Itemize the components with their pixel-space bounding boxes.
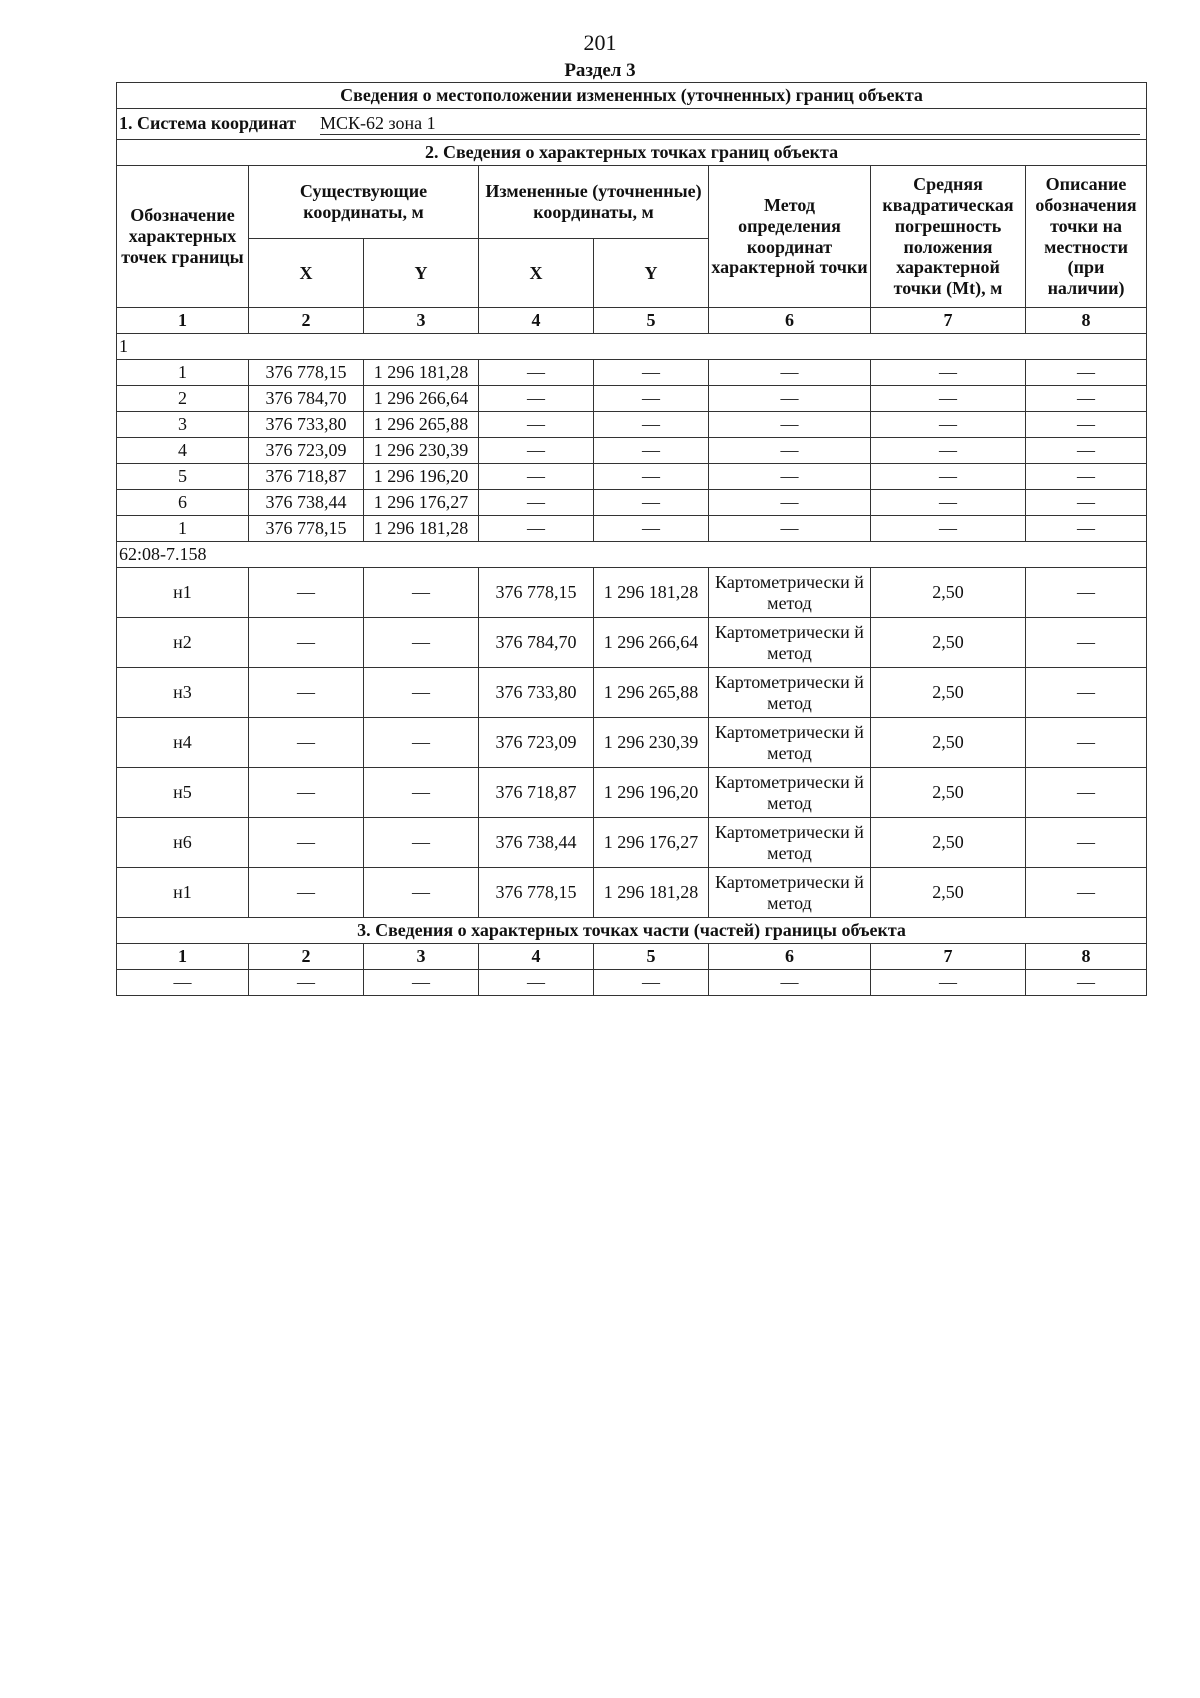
table-cell: 1 [117, 360, 249, 386]
table-cell: — [364, 768, 479, 818]
table-cell: — [364, 868, 479, 918]
table-cell: н5 [117, 768, 249, 818]
table-cell: — [1026, 768, 1147, 818]
table-cell: — [871, 490, 1026, 516]
column-number-4: 4 [479, 308, 594, 334]
table-cell: Картометрически й метод [709, 768, 871, 818]
table-cell: — [479, 412, 594, 438]
parts-cell-2: — [249, 970, 364, 996]
table-cell: 376 723,09 [249, 438, 364, 464]
parts-cell-3: — [364, 970, 479, 996]
table-cell: н2 [117, 618, 249, 668]
table-row [117, 360, 1147, 386]
table-cell: 376 778,15 [479, 568, 594, 618]
table-title: Сведения о местоположении измененных (уточненных) границ объекта [117, 83, 1147, 109]
table-cell: 376 733,80 [249, 412, 364, 438]
table-row [117, 618, 1147, 668]
table-cell: 2,50 [871, 768, 1026, 818]
table-cell: 1 296 181,28 [364, 516, 479, 542]
table-cell: 1 296 265,88 [594, 668, 709, 718]
table-row [117, 412, 1147, 438]
table-cell: — [871, 516, 1026, 542]
table-cell: — [709, 412, 871, 438]
table-cell: 376 733,80 [479, 668, 594, 718]
parts-column-number-8: 8 [1026, 944, 1147, 970]
table-cell: — [594, 464, 709, 490]
table-cell: — [871, 386, 1026, 412]
parts-cell-6: — [709, 970, 871, 996]
table-cell: — [479, 516, 594, 542]
column-number-6: 6 [709, 308, 871, 334]
table-cell: — [709, 386, 871, 412]
table-cell: н4 [117, 718, 249, 768]
table-cell: — [871, 412, 1026, 438]
table-cell: Картометрически й метод [709, 618, 871, 668]
table-cell: — [594, 438, 709, 464]
table-cell: — [871, 360, 1026, 386]
column-number-5: 5 [594, 308, 709, 334]
table-cell: — [871, 438, 1026, 464]
table-cell: 5 [117, 464, 249, 490]
table-cell: — [1026, 438, 1147, 464]
table-cell: — [594, 360, 709, 386]
table-cell: 376 718,87 [479, 768, 594, 818]
parts-cell-7: — [871, 970, 1026, 996]
table-cell: — [364, 818, 479, 868]
table-row [117, 668, 1147, 718]
table-cell: н1 [117, 868, 249, 918]
table-cell: — [1026, 386, 1147, 412]
table-row [117, 768, 1147, 818]
parts-column-numbers-row [117, 944, 1147, 970]
table-cell: — [1026, 668, 1147, 718]
table-cell: 1 296 181,28 [594, 868, 709, 918]
table-cell: — [594, 412, 709, 438]
table-row [117, 718, 1147, 768]
table-cell: 1 296 176,27 [594, 818, 709, 868]
points-title: 2. Сведения о характерных точках границ объекта [117, 140, 1147, 166]
header-method: Метод определения координат характерной точки [709, 166, 871, 308]
table-cell: 1 296 230,39 [594, 718, 709, 768]
table-cell: — [594, 490, 709, 516]
table-cell: 376 723,09 [479, 718, 594, 768]
column-number-8: 8 [1026, 308, 1147, 334]
parts-column-number-4: 4 [479, 944, 594, 970]
coord-system-label: 1. Система координат [119, 113, 296, 134]
page-number: 201 [583, 30, 617, 55]
table-cell: — [594, 386, 709, 412]
table-cell: 2,50 [871, 868, 1026, 918]
header-point-designation: Обозначение характерных точек границы [117, 166, 249, 308]
table-row [117, 438, 1147, 464]
parts-column-number-3: 3 [364, 944, 479, 970]
header-existing-x: X [249, 239, 364, 308]
column-number-7: 7 [871, 308, 1026, 334]
table-cell: — [249, 818, 364, 868]
table-cell: 376 784,70 [249, 386, 364, 412]
parts-column-number-1: 1 [117, 944, 249, 970]
parts-cell-5: — [594, 970, 709, 996]
table-cell: Картометрически й метод [709, 868, 871, 918]
table-cell: 376 738,44 [479, 818, 594, 868]
table-cell: н3 [117, 668, 249, 718]
table-cell: 1 [117, 516, 249, 542]
table-cell: — [364, 618, 479, 668]
table-cell: 376 778,15 [249, 360, 364, 386]
table-cell: — [1026, 412, 1147, 438]
table-cell: — [249, 768, 364, 818]
table-cell: — [709, 438, 871, 464]
table-cell: — [1026, 464, 1147, 490]
table-cell: — [1026, 516, 1147, 542]
table-cell: 1 296 196,20 [364, 464, 479, 490]
parts-data-row [117, 970, 1147, 996]
table-cell: 376 738,44 [249, 490, 364, 516]
table-cell: — [479, 386, 594, 412]
table-cell: н1 [117, 568, 249, 618]
table-cell: Картометрически й метод [709, 568, 871, 618]
table-row [117, 386, 1147, 412]
header-changed-x: X [479, 239, 594, 308]
table-cell: — [364, 668, 479, 718]
table-cell: — [1026, 818, 1147, 868]
coord-system-value: МСК-62 зона 1 [320, 113, 1140, 135]
table-cell: 1 296 196,20 [594, 768, 709, 818]
section-title: Раздел 3 [564, 60, 636, 81]
table-cell: 4 [117, 438, 249, 464]
table-cell: — [479, 360, 594, 386]
header-existing-y: Y [364, 239, 479, 308]
parts-cell-8: — [1026, 970, 1147, 996]
table-cell: — [1026, 360, 1147, 386]
table-cell: 2,50 [871, 718, 1026, 768]
table-cell: — [249, 668, 364, 718]
table-cell: — [1026, 618, 1147, 668]
parts-column-number-6: 6 [709, 944, 871, 970]
table-row [117, 464, 1147, 490]
table-cell: 376 778,15 [479, 868, 594, 918]
parts-column-number-5: 5 [594, 944, 709, 970]
table-cell: 376 784,70 [479, 618, 594, 668]
coord-system-row [117, 109, 1147, 140]
table-cell: 3 [117, 412, 249, 438]
table-cell: — [871, 464, 1026, 490]
table-cell: 1 296 230,39 [364, 438, 479, 464]
header-error: Средняя квадратическая погрешность положения характерной точки (Mt), м [871, 166, 1026, 308]
table-cell: 1 296 266,64 [364, 386, 479, 412]
table-row [117, 818, 1147, 868]
table-cell: — [1026, 868, 1147, 918]
group1-label: 1 [117, 334, 1147, 360]
table-cell: 1 296 181,28 [364, 360, 479, 386]
parts-cell-4: — [479, 970, 594, 996]
header-description: Описание обозначения точки на местности (при наличии) [1026, 166, 1147, 308]
table-cell: — [594, 516, 709, 542]
table-cell: — [709, 490, 871, 516]
table-row [117, 490, 1147, 516]
table-cell: 2,50 [871, 668, 1026, 718]
table-cell: — [1026, 568, 1147, 618]
table-cell: — [249, 568, 364, 618]
table-cell: 376 778,15 [249, 516, 364, 542]
table-cell: — [479, 464, 594, 490]
table-cell: — [1026, 718, 1147, 768]
header-existing-coords: Существующие координаты, м [249, 166, 479, 239]
table-cell: — [479, 438, 594, 464]
table-cell: 2 [117, 386, 249, 412]
table-cell: — [479, 490, 594, 516]
table-row [117, 868, 1147, 918]
table-cell: — [709, 464, 871, 490]
table-cell: 1 296 266,64 [594, 618, 709, 668]
column-number-1: 1 [117, 308, 249, 334]
table-cell: — [364, 718, 479, 768]
table-cell: 2,50 [871, 818, 1026, 868]
table-cell: — [249, 618, 364, 668]
table-cell: н6 [117, 818, 249, 868]
table-cell: Картометрически й метод [709, 718, 871, 768]
table-row [117, 568, 1147, 618]
table-cell: — [1026, 490, 1147, 516]
column-number-2: 2 [249, 308, 364, 334]
table-cell: 2,50 [871, 618, 1026, 668]
table-cell: 376 718,87 [249, 464, 364, 490]
table-cell: 1 296 265,88 [364, 412, 479, 438]
table-cell: 6 [117, 490, 249, 516]
table-cell: 1 296 181,28 [594, 568, 709, 618]
column-numbers-row [117, 308, 1147, 334]
parts-column-number-2: 2 [249, 944, 364, 970]
table-cell: — [709, 516, 871, 542]
group2-label: 62:08-7.158 [117, 542, 1147, 568]
table-cell: — [249, 718, 364, 768]
table-cell: 2,50 [871, 568, 1026, 618]
table-cell: 1 296 176,27 [364, 490, 479, 516]
parts-title: 3. Сведения о характерных точках части (частей) границы объекта [117, 918, 1147, 944]
header-changed-y: Y [594, 239, 709, 308]
table-cell: — [364, 568, 479, 618]
table-row [117, 516, 1147, 542]
table-cell: — [249, 868, 364, 918]
table-cell: Картометрически й метод [709, 818, 871, 868]
column-number-3: 3 [364, 308, 479, 334]
boundary-table [116, 82, 1147, 996]
parts-cell-1: — [117, 970, 249, 996]
parts-column-number-7: 7 [871, 944, 1026, 970]
table-cell: — [709, 360, 871, 386]
table-cell: Картометрически й метод [709, 668, 871, 718]
header-changed-coords: Измененные (уточненные) координаты, м [479, 166, 709, 239]
